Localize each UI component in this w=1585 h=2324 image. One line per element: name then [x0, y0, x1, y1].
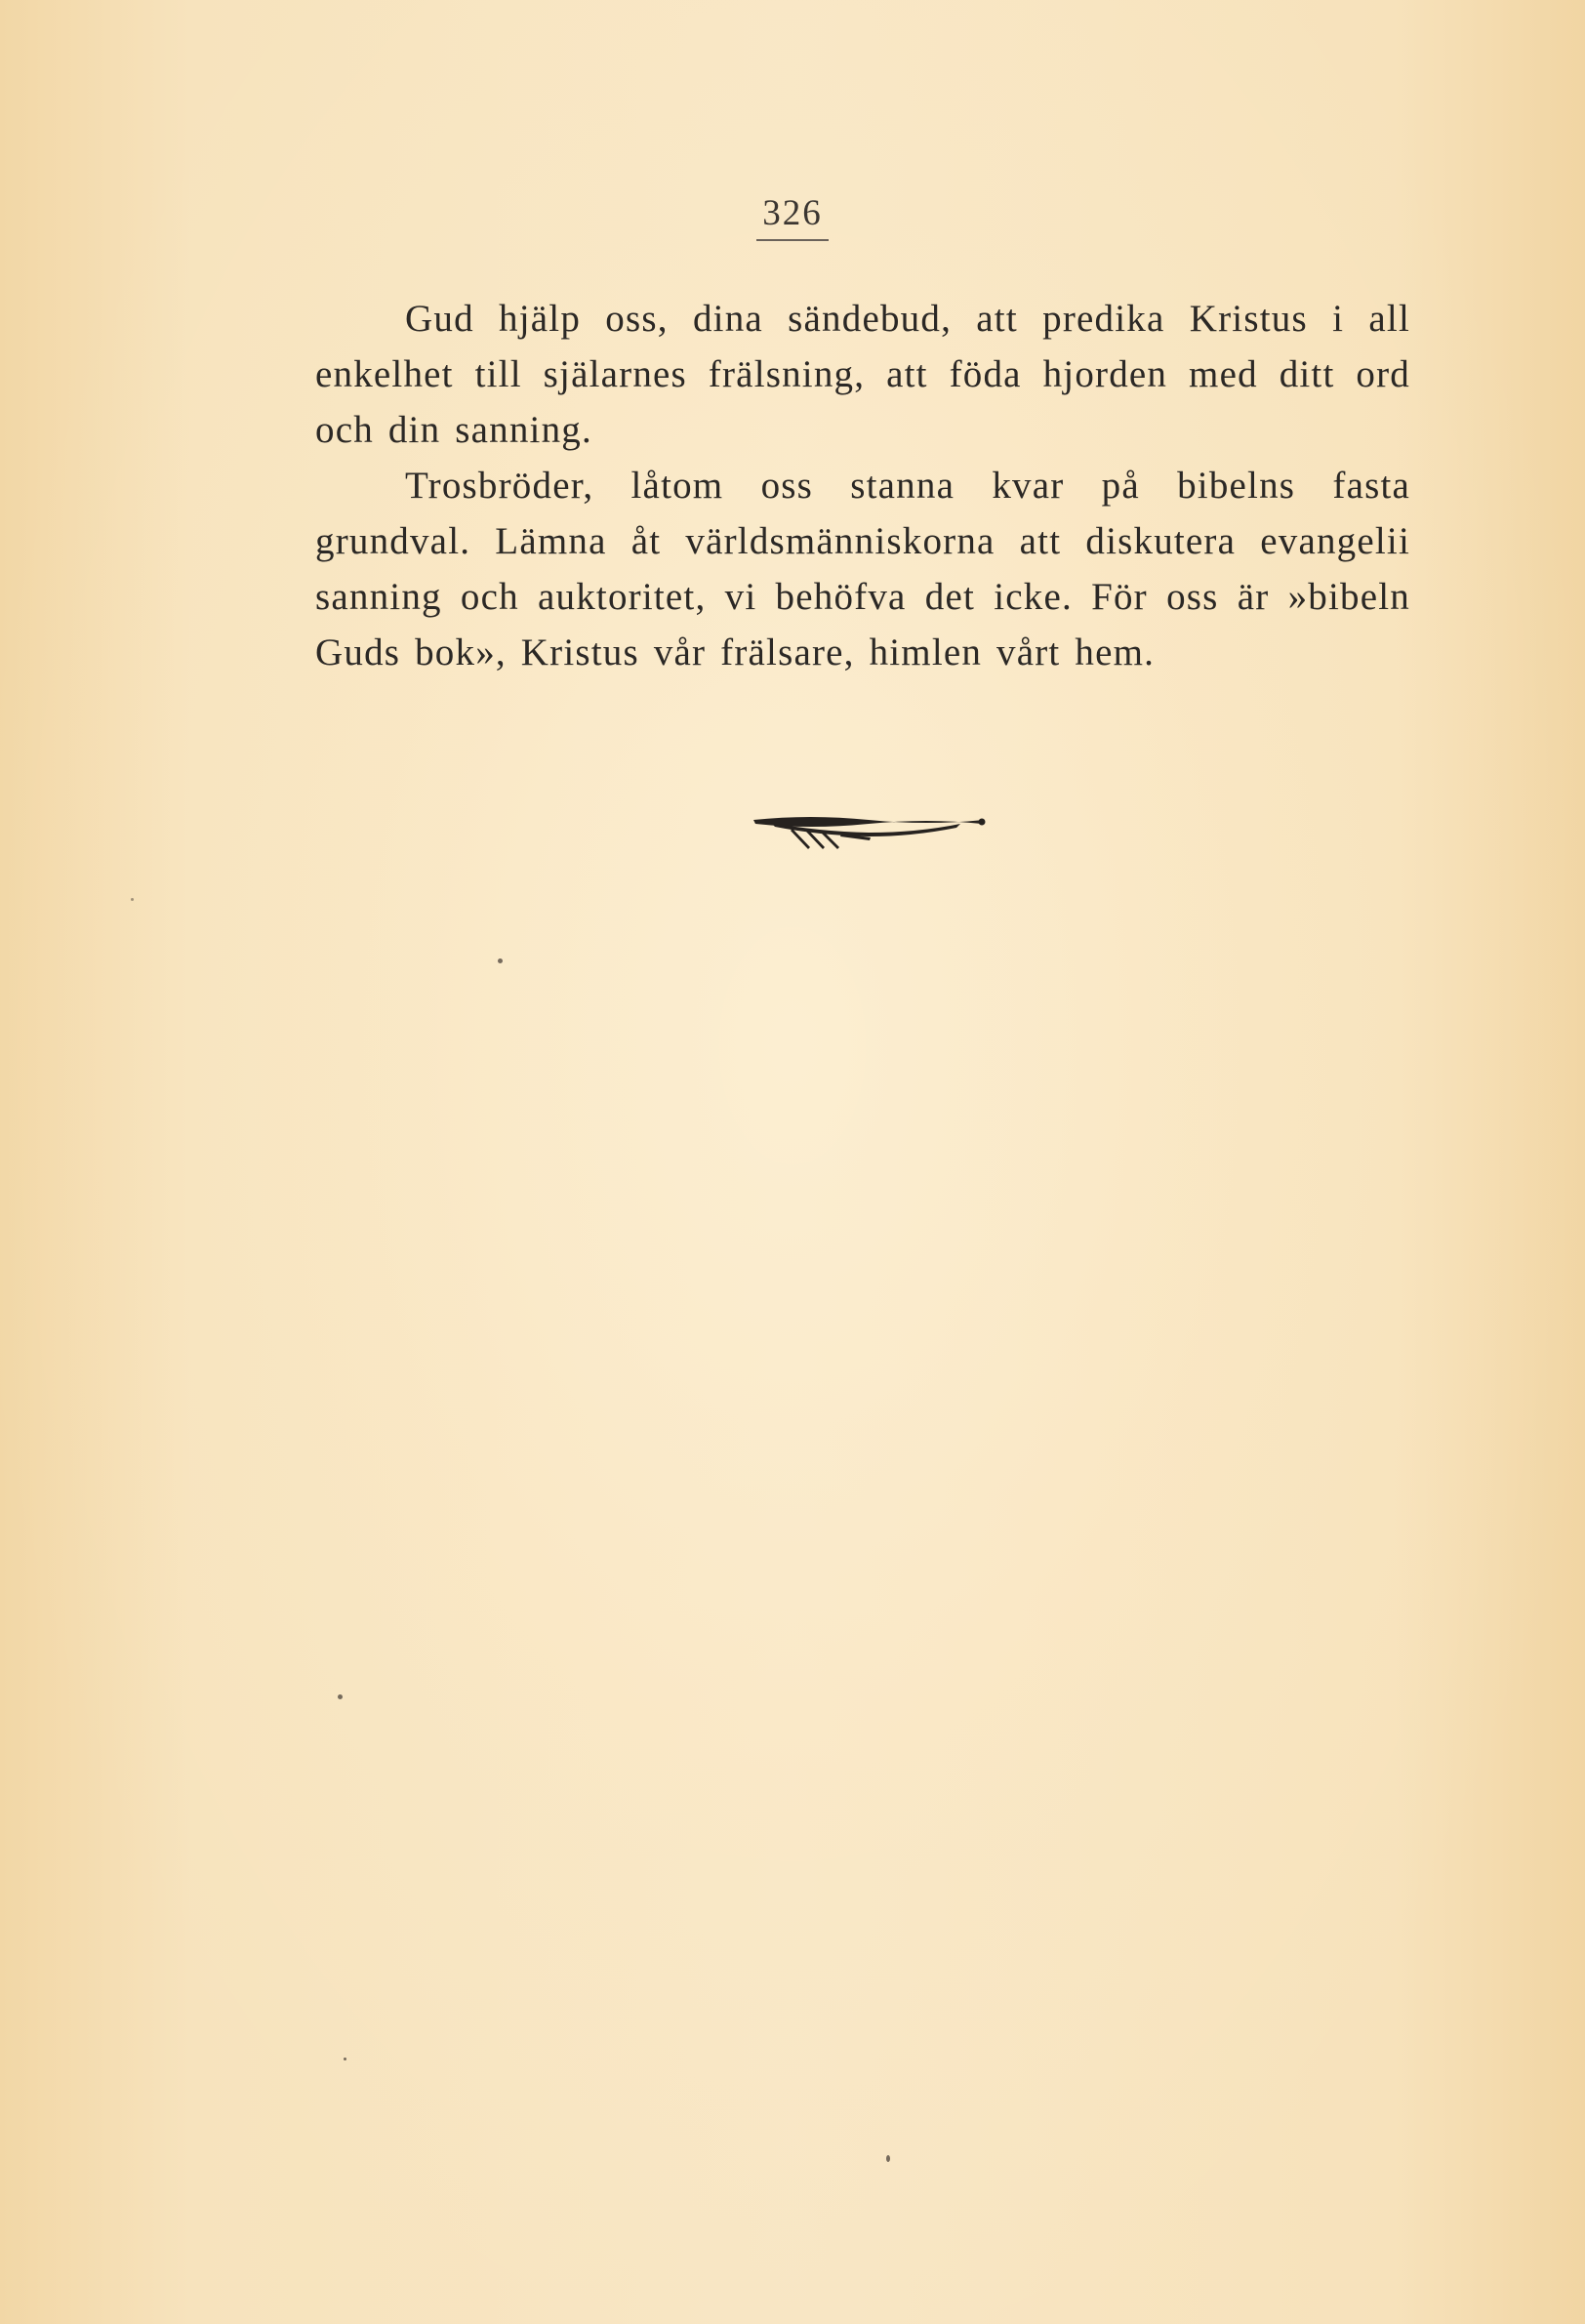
body-text — [315, 291, 1410, 680]
paper-speck — [886, 2155, 890, 2162]
page-header — [0, 193, 1585, 241]
paper-speck — [498, 958, 503, 963]
page-number: 326 — [756, 193, 829, 241]
paper-speck — [131, 898, 134, 901]
paper-speck — [344, 2058, 346, 2060]
decorative-flourish-icon — [752, 808, 986, 855]
paragraph-1: Gud hjälp oss, dina sändebud, att predika Kristus i all enkelhet till själarnes frälsning, att föda hjorden med ditt ord och din sanning. — [315, 298, 1410, 451]
paragraph-2: Trosbröder, låtom oss stanna kvar på bibelns fasta grundval. Lämna åt världsmänniskorna att diskutera evangelii sanning och auktoritet, vi behöfva det icke. För oss är »bibeln Guds bok», Kristus vår frälsare, himlen vårt hem. — [315, 465, 1410, 673]
flourish-svg — [752, 808, 986, 855]
paper-speck — [338, 1694, 343, 1699]
